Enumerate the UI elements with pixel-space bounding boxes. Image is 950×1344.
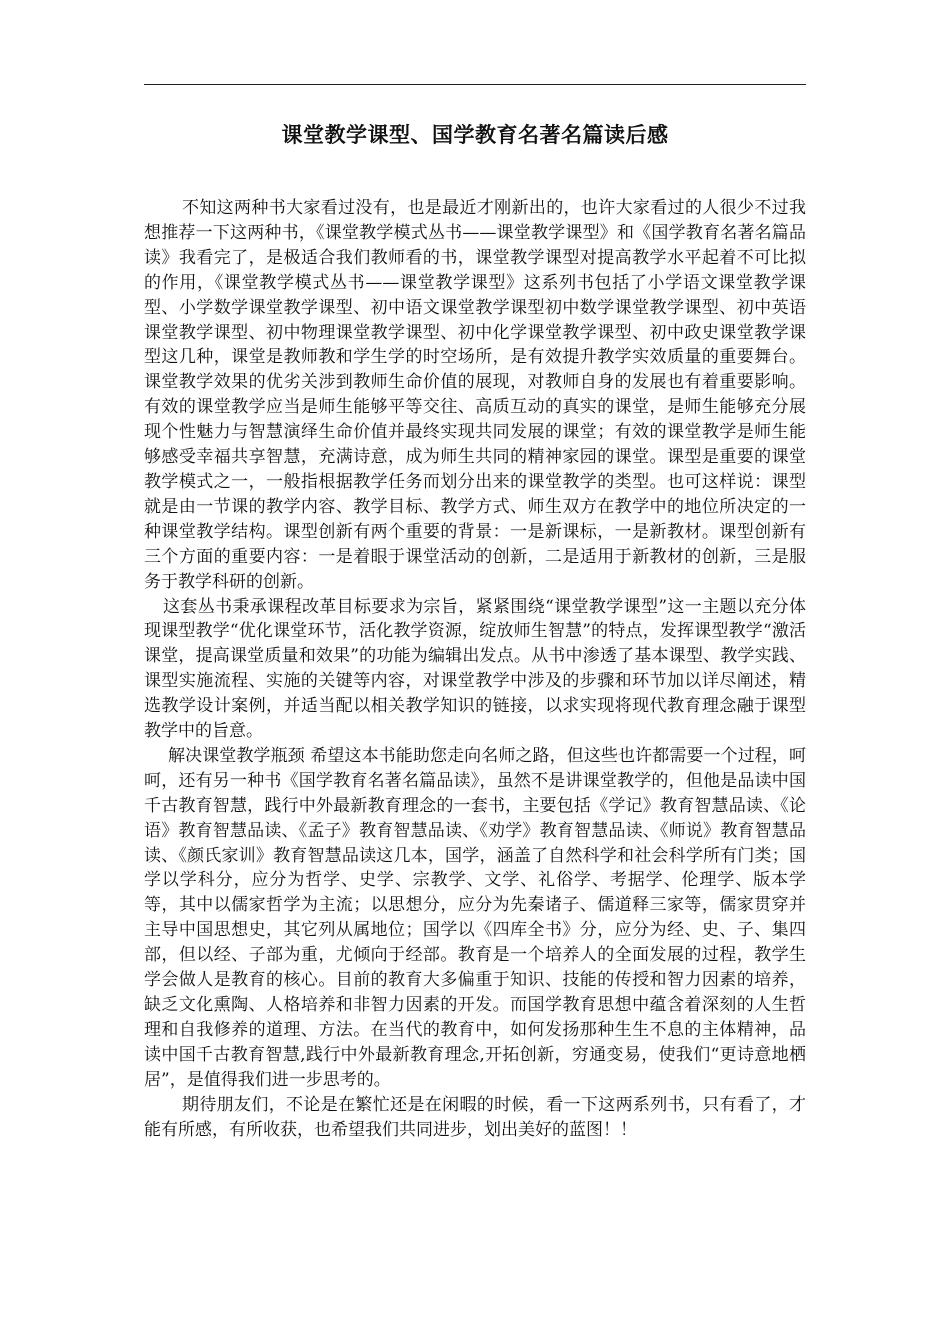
paragraph-4: 期待朋友们，不论是在繁忙还是在闲暇的时候，看一下这两系列书，只有看了，才能有所感，有所收获，也希望我们共同进步，划出美好的蓝图！！ <box>144 1094 806 1140</box>
document-body <box>144 196 806 1142</box>
paragraph-2: 这套丛书秉承课程改革目标要求为宗旨，紧紧围绕“课堂教学课型”这一主题以充分体现课型教学“优化课堂环节，活化教学资源，绽放师生智慧”的特点，发挥课型教学“激活课堂，提高课堂质量和效果”的功能为编辑出发点。从书中渗透了基本课型、教学实践、课型实施流程、实施的关键等内容，对课堂教学中涉及的步骤和环节加以详尽阐述，精选教学设计案例，并适当配以相关教学知识的链接，以求实现将现代教育理念融于课型教学中的旨意。 <box>144 596 806 742</box>
paragraph-1: 不知这两种书大家看过没有，也是最近才刚新出的，也许大家看过的人很少不过我想推荐一下这两种书，《课堂教学模式丛书——课堂教学课型》和《国学教育名著名篇品读》我看完了，是极适合我们教师看的书，课堂教学课型对提高教学水平起着不可比拟的作用，《课堂教学模式丛书——课堂教学课型》这系列书包括了小学语文课堂教学课型、小学数学课堂教学课型、初中语文课堂教学课型初中数学课堂教学课型、初中英语课堂教学课型、初中物理课堂教学课型、初中化学课堂教学课型、初中政史课堂教学课型这几种，课堂是教师教和学生学的时空场所，是有效提升教学实效质量的重要舞台。课堂教学效果的优劣关涉到教师生命价值的展现，对教师自身的发展也有着重要影响。有效的课堂教学应当是师生能够平等交往、高质互动的真实的课堂，是师生能够充分展现个性魅力与智慧演绎生命价值并最终实现共同发展的课堂；有效的课堂教学是师生能够感受幸福共享智慧，充满诗意，成为师生共同的精神家园的课堂。课型是重要的课堂教学模式之一，一般指根据教学任务而划分出来的课堂教学的类型。也可这样说：课型就是由一节课的教学内容、教学目标、教学方式、师生双方在教学中的地位所决定的一种课堂教学结构。课型创新有两个重要的背景：一是新课标，一是新教材。课型创新有三个方面的重要内容：一是着眼于课堂活动的创新，二是适用于新教材的创新，三是服务于教学科研的创新。 <box>144 198 806 592</box>
header-rule <box>144 84 806 85</box>
paragraph-3: 解决课堂教学瓶颈 希望这本书能助您走向名师之路，但这些也许都需要一个过程，呵呵，还有另一种书《国学教育名著名篇品读》，虽然不是讲课堂教学的，但他是品读中国千古教育智慧，践行中外最新教育理念的一套书，主要包括《学记》教育智慧品读、《论语》教育智慧品读、《孟子》教育智慧品读、《劝学》教育智慧品读、《师说》教育智慧品读、《颜氏家训》教育智慧品读这几本，国学，涵盖了自然科学和社会科学所有门类；国学以学科分，应分为哲学、史学、宗教学、文学、礼俗学、考据学、伦理学、版本学等，其中以儒家哲学为主流；以思想分，应分为先秦诸子、儒道释三家等，儒家贯穿并主导中国思想史，其它列从属地位；国学以《四库全书》分，应分为经、史、子、集四部，但以经、子部为重，尤倾向于经部。教育是一个培养人的全面发展的过程，教学生学会做人是教育的核心。目前的教育大多偏重于知识、技能的传授和智力因素的培养，缺乏文化熏陶、人格培养和非智力因素的开发。而国学教育思想中蕴含着深刻的人生哲理和自我修养的道理、方法。在当代的教育中，如何发扬那种生生不息的主体精神，品读中国千古教育智慧,践行中外最新教育理念,开拓创新，穷通变易，使我们“更诗意地栖居”，是值得我们进一步思考的。 <box>144 745 806 1090</box>
document-title: 课堂教学课型、国学教育名著名篇读后感 <box>281 122 669 147</box>
